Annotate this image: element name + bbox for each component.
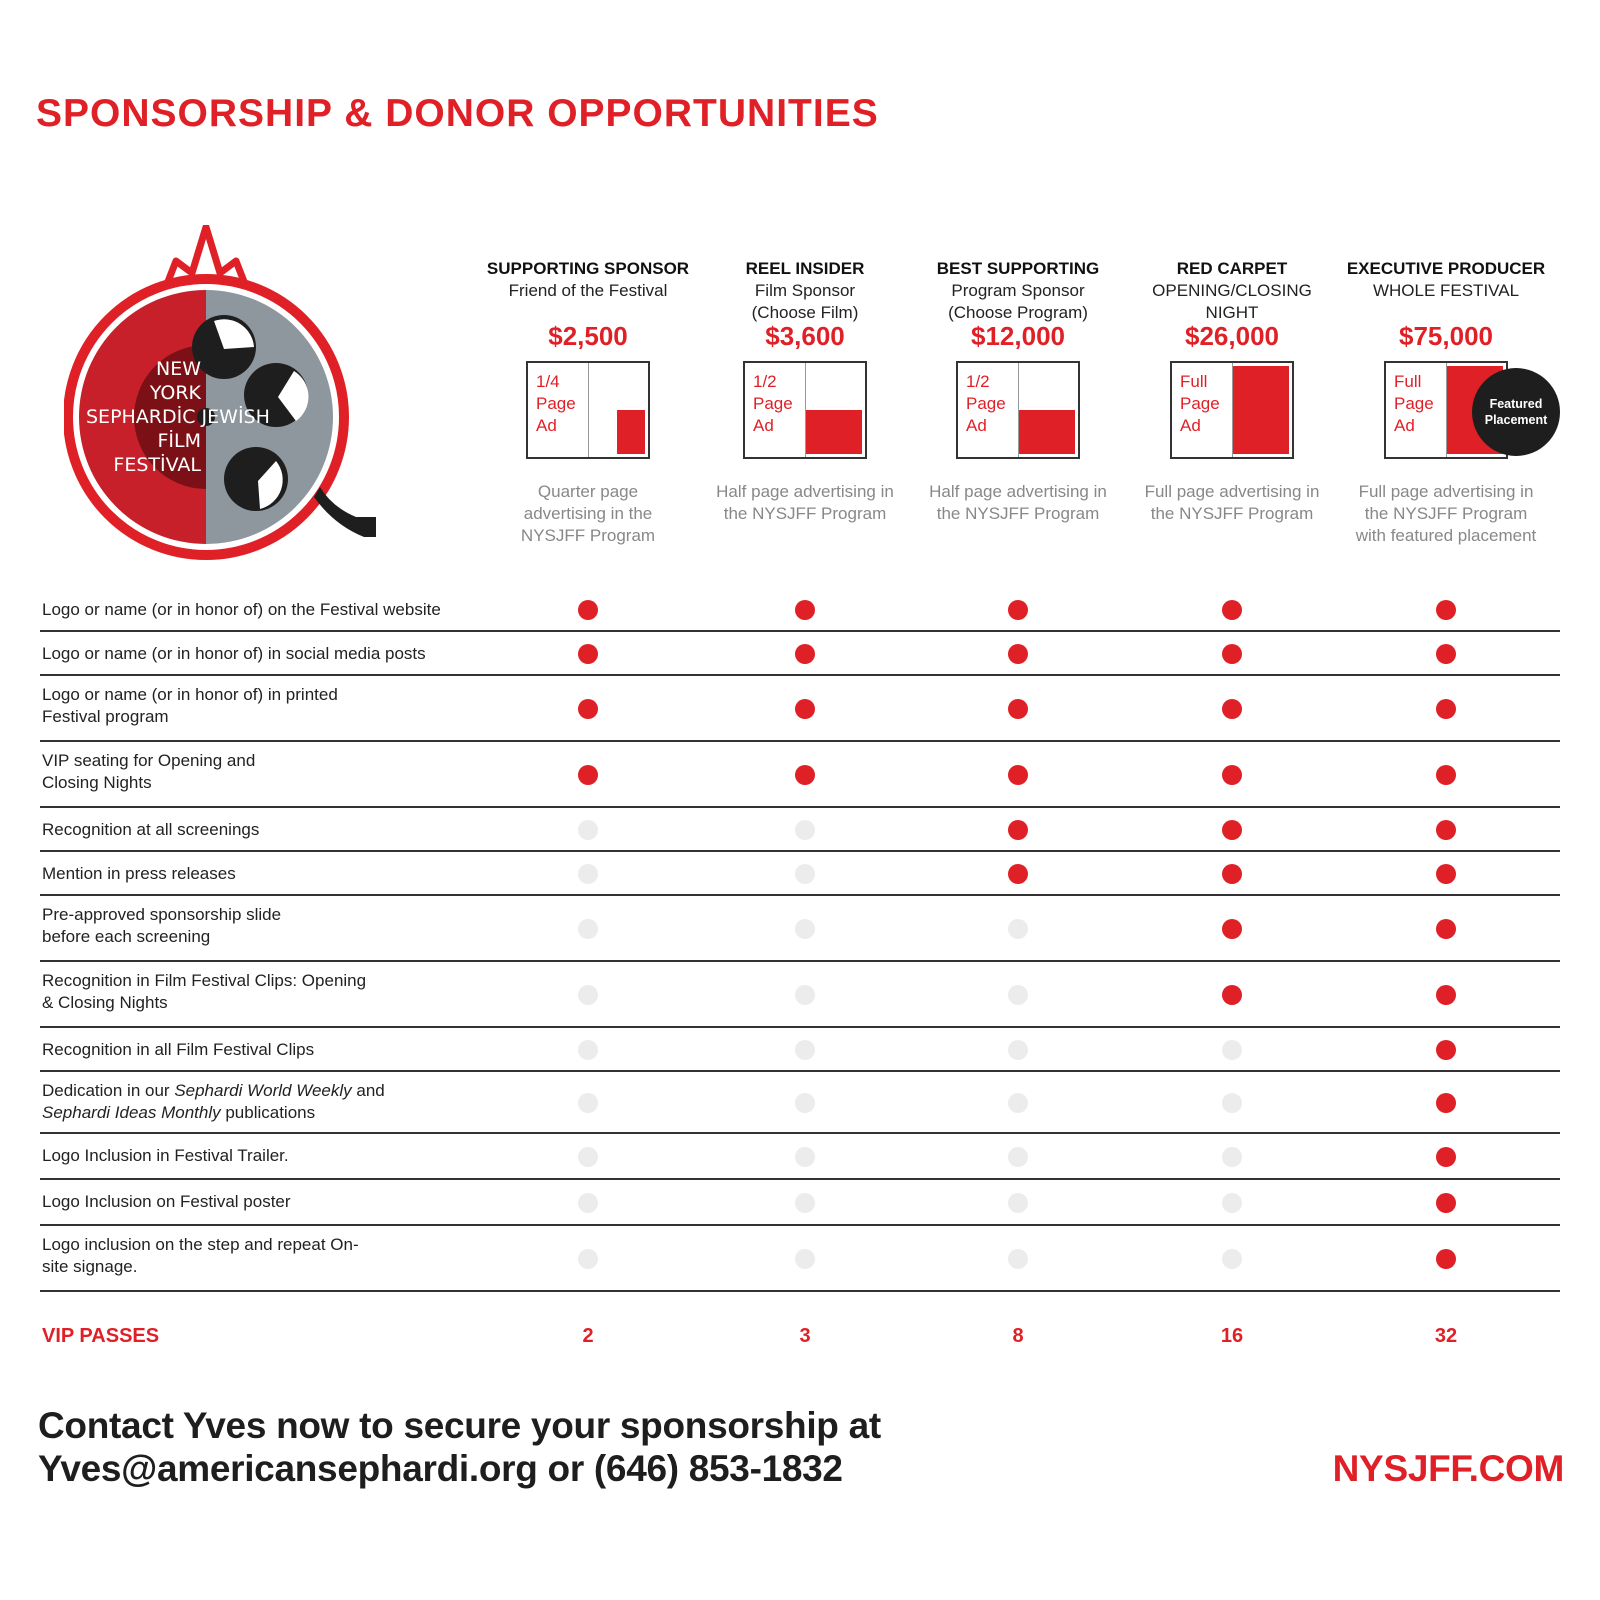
included-dot-icon bbox=[578, 644, 598, 664]
benefit-row bbox=[40, 962, 1560, 1028]
benefit-label: Recognition in all Film Festival Clips bbox=[42, 1040, 315, 1059]
included-dot-icon bbox=[1436, 1093, 1456, 1113]
included-dot-icon bbox=[1008, 820, 1028, 840]
tier-description: Half page advertising in the NYSJFF Program bbox=[716, 482, 894, 523]
benefit-label: Logo or name (or in honor of) on the Festival website bbox=[42, 600, 441, 619]
included-dot-icon bbox=[578, 699, 598, 719]
festival-logo bbox=[64, 225, 384, 575]
benefit-row bbox=[40, 1134, 1560, 1180]
tier-subtitle: Film Sponsor (Choose Film) bbox=[751, 281, 859, 322]
not-included-dot-icon bbox=[1222, 1147, 1242, 1167]
tier-subtitle: WHOLE FESTIVAL bbox=[1372, 281, 1520, 300]
benefit-label: Recognition at all screenings bbox=[42, 820, 260, 839]
not-included-dot-icon bbox=[795, 864, 815, 884]
not-included-dot-icon bbox=[795, 820, 815, 840]
ad-fill bbox=[1233, 366, 1289, 454]
benefit-row bbox=[40, 896, 1560, 962]
included-dot-icon bbox=[1222, 985, 1242, 1005]
benefit-label: Logo Inclusion in Festival Trailer. bbox=[42, 1146, 289, 1165]
included-dot-icon bbox=[1008, 600, 1028, 620]
benefit-label: Mention in press releases bbox=[42, 864, 236, 883]
not-included-dot-icon bbox=[795, 985, 815, 1005]
website-link[interactable]: NYSJFF.COM bbox=[1332, 1448, 1564, 1489]
included-dot-icon bbox=[1436, 919, 1456, 939]
included-dot-icon bbox=[1436, 765, 1456, 785]
benefit-row bbox=[40, 1226, 1560, 1292]
benefit-label: Logo inclusion on the step and repeat On-site signage. bbox=[42, 1235, 359, 1276]
not-included-dot-icon bbox=[1008, 1093, 1028, 1113]
vip-pass-count: 3 bbox=[799, 1325, 811, 1347]
not-included-dot-icon bbox=[1008, 1040, 1028, 1060]
logo-line: NEW bbox=[155, 358, 201, 380]
tier-subtitle: Program Sponsor (Choose Program) bbox=[948, 281, 1088, 322]
not-included-dot-icon bbox=[578, 919, 598, 939]
featured-placement-badge: Featured Placement bbox=[1472, 368, 1560, 456]
not-included-dot-icon bbox=[1008, 1193, 1028, 1213]
not-included-dot-icon bbox=[795, 1040, 815, 1060]
ad-fill bbox=[1019, 410, 1075, 454]
included-dot-icon bbox=[795, 644, 815, 664]
included-dot-icon bbox=[1436, 985, 1456, 1005]
logo-line: FİLM bbox=[157, 430, 201, 452]
ad-fill bbox=[617, 410, 645, 454]
contact-text: Contact Yves now to secure your sponsorship at Yves@americansephardi.org or (646) 853-1832 bbox=[38, 1405, 881, 1489]
vip-pass-count: 8 bbox=[1012, 1325, 1024, 1347]
not-included-dot-icon bbox=[578, 1193, 598, 1213]
benefit-row bbox=[40, 742, 1560, 808]
included-dot-icon bbox=[1436, 600, 1456, 620]
included-dot-icon bbox=[1436, 699, 1456, 719]
tier-name: BEST SUPPORTING bbox=[936, 259, 1100, 278]
included-dot-icon bbox=[1436, 820, 1456, 840]
page-title: SPONSORSHIP & DONOR OPPORTUNITIES bbox=[36, 92, 879, 135]
benefit-label: Logo or name (or in honor of) in social media posts bbox=[42, 644, 426, 663]
not-included-dot-icon bbox=[578, 1147, 598, 1167]
not-included-dot-icon bbox=[578, 864, 598, 884]
ad-label: Full Page Ad bbox=[1180, 372, 1220, 435]
not-included-dot-icon bbox=[1008, 1147, 1028, 1167]
tier-header bbox=[1339, 258, 1553, 302]
not-included-dot-icon bbox=[1222, 1193, 1242, 1213]
benefit-label: VIP seating for Opening and Closing Nights bbox=[42, 751, 256, 792]
benefit-row bbox=[40, 632, 1560, 676]
not-included-dot-icon bbox=[1008, 985, 1028, 1005]
tier-name: SUPPORTING SPONSOR bbox=[486, 259, 690, 278]
benefit-row bbox=[40, 852, 1560, 896]
not-included-dot-icon bbox=[795, 1093, 815, 1113]
tier-subtitle: Friend of the Festival bbox=[508, 281, 668, 300]
included-dot-icon bbox=[1008, 765, 1028, 785]
included-dot-icon bbox=[1222, 699, 1242, 719]
not-included-dot-icon bbox=[795, 1147, 815, 1167]
not-included-dot-icon bbox=[578, 1093, 598, 1113]
tier-description: Quarter page advertising in the NYSJFF Program bbox=[520, 482, 656, 545]
ad-label: 1/2 Page Ad bbox=[753, 372, 793, 435]
tier-price: $3,600 bbox=[765, 321, 845, 351]
not-included-dot-icon bbox=[578, 820, 598, 840]
included-dot-icon bbox=[1222, 919, 1242, 939]
vip-pass-count: 16 bbox=[1220, 1325, 1244, 1347]
included-dot-icon bbox=[1436, 1147, 1456, 1167]
included-dot-icon bbox=[578, 765, 598, 785]
not-included-dot-icon bbox=[795, 1249, 815, 1269]
included-dot-icon bbox=[1008, 644, 1028, 664]
tier-description: Full page advertising in the NYSJFF Program bbox=[1144, 482, 1320, 523]
benefit-row bbox=[40, 676, 1560, 742]
tier-description: Full page advertising in the NYSJFF Program with featured placement bbox=[1355, 482, 1537, 545]
benefit-row bbox=[40, 1072, 1560, 1134]
logo-line: SEPHARDİC JEWİSH bbox=[86, 406, 270, 428]
benefit-row bbox=[40, 808, 1560, 852]
included-dot-icon bbox=[1222, 600, 1242, 620]
not-included-dot-icon bbox=[1222, 1249, 1242, 1269]
tier-price: $75,000 bbox=[1399, 321, 1493, 351]
included-dot-icon bbox=[1222, 765, 1242, 785]
included-dot-icon bbox=[1436, 864, 1456, 884]
not-included-dot-icon bbox=[578, 1249, 598, 1269]
included-dot-icon bbox=[1222, 644, 1242, 664]
benefit-row bbox=[40, 1028, 1560, 1072]
included-dot-icon bbox=[1008, 864, 1028, 884]
benefit-label: Dedication in our Sephardi World Weekly and Sephardi Ideas Monthly publications bbox=[42, 1081, 385, 1122]
logo-line: FESTİVAL bbox=[113, 454, 201, 476]
included-dot-icon bbox=[795, 699, 815, 719]
included-dot-icon bbox=[1436, 1193, 1456, 1213]
benefit-row bbox=[40, 1180, 1560, 1226]
not-included-dot-icon bbox=[1008, 919, 1028, 939]
included-dot-icon bbox=[1222, 820, 1242, 840]
tier-name: RED CARPET bbox=[1176, 259, 1288, 278]
tier-header bbox=[481, 258, 695, 302]
not-included-dot-icon bbox=[578, 985, 598, 1005]
ad-fill bbox=[806, 410, 862, 454]
vip-passes-label: VIP PASSES bbox=[42, 1325, 160, 1347]
benefit-label: Pre-approved sponsorship slide before each screening bbox=[42, 905, 282, 946]
ad-size-icon bbox=[526, 361, 650, 459]
not-included-dot-icon bbox=[1222, 1040, 1242, 1060]
ad-label: Full Page Ad bbox=[1394, 372, 1434, 435]
included-dot-icon bbox=[578, 600, 598, 620]
benefit-row bbox=[40, 588, 1560, 632]
tier-name: REEL INSIDER bbox=[745, 259, 865, 278]
tier-price: $12,000 bbox=[971, 321, 1065, 351]
ad-size-icon bbox=[956, 361, 1080, 459]
tier-header bbox=[911, 258, 1125, 324]
tier-name: EXECUTIVE PRODUCER bbox=[1346, 259, 1546, 278]
included-dot-icon bbox=[1436, 644, 1456, 664]
not-included-dot-icon bbox=[795, 1193, 815, 1213]
not-included-dot-icon bbox=[1222, 1093, 1242, 1113]
tier-price: $2,500 bbox=[548, 321, 628, 351]
tier-price: $26,000 bbox=[1185, 321, 1279, 351]
tier-header bbox=[698, 258, 912, 324]
not-included-dot-icon bbox=[578, 1040, 598, 1060]
included-dot-icon bbox=[795, 600, 815, 620]
included-dot-icon bbox=[1436, 1249, 1456, 1269]
benefit-label: Logo or name (or in honor of) in printed Festival program bbox=[42, 685, 338, 726]
included-dot-icon bbox=[1008, 699, 1028, 719]
vip-pass-count: 32 bbox=[1434, 1325, 1458, 1347]
benefit-label: Recognition in Film Festival Clips: Opening & Closing Nights bbox=[42, 971, 367, 1012]
ad-label: 1/4 Page Ad bbox=[536, 372, 576, 435]
pomegranate-film-reel-icon bbox=[64, 225, 384, 575]
tier-subtitle: OPENING/CLOSING NIGHT bbox=[1152, 281, 1312, 322]
included-dot-icon bbox=[1436, 1040, 1456, 1060]
benefit-label: Logo Inclusion on Festival poster bbox=[42, 1192, 291, 1211]
ad-size-icon bbox=[743, 361, 867, 459]
included-dot-icon bbox=[795, 765, 815, 785]
not-included-dot-icon bbox=[795, 919, 815, 939]
not-included-dot-icon bbox=[1008, 1249, 1028, 1269]
ad-divider bbox=[588, 363, 589, 457]
vip-pass-count: 2 bbox=[582, 1325, 594, 1347]
included-dot-icon bbox=[1222, 864, 1242, 884]
logo-line: YORK bbox=[149, 382, 201, 404]
ad-label: 1/2 Page Ad bbox=[966, 372, 1006, 435]
ad-size-icon bbox=[1170, 361, 1294, 459]
tier-description: Half page advertising in the NYSJFF Program bbox=[929, 482, 1107, 523]
tier-header bbox=[1125, 258, 1339, 324]
